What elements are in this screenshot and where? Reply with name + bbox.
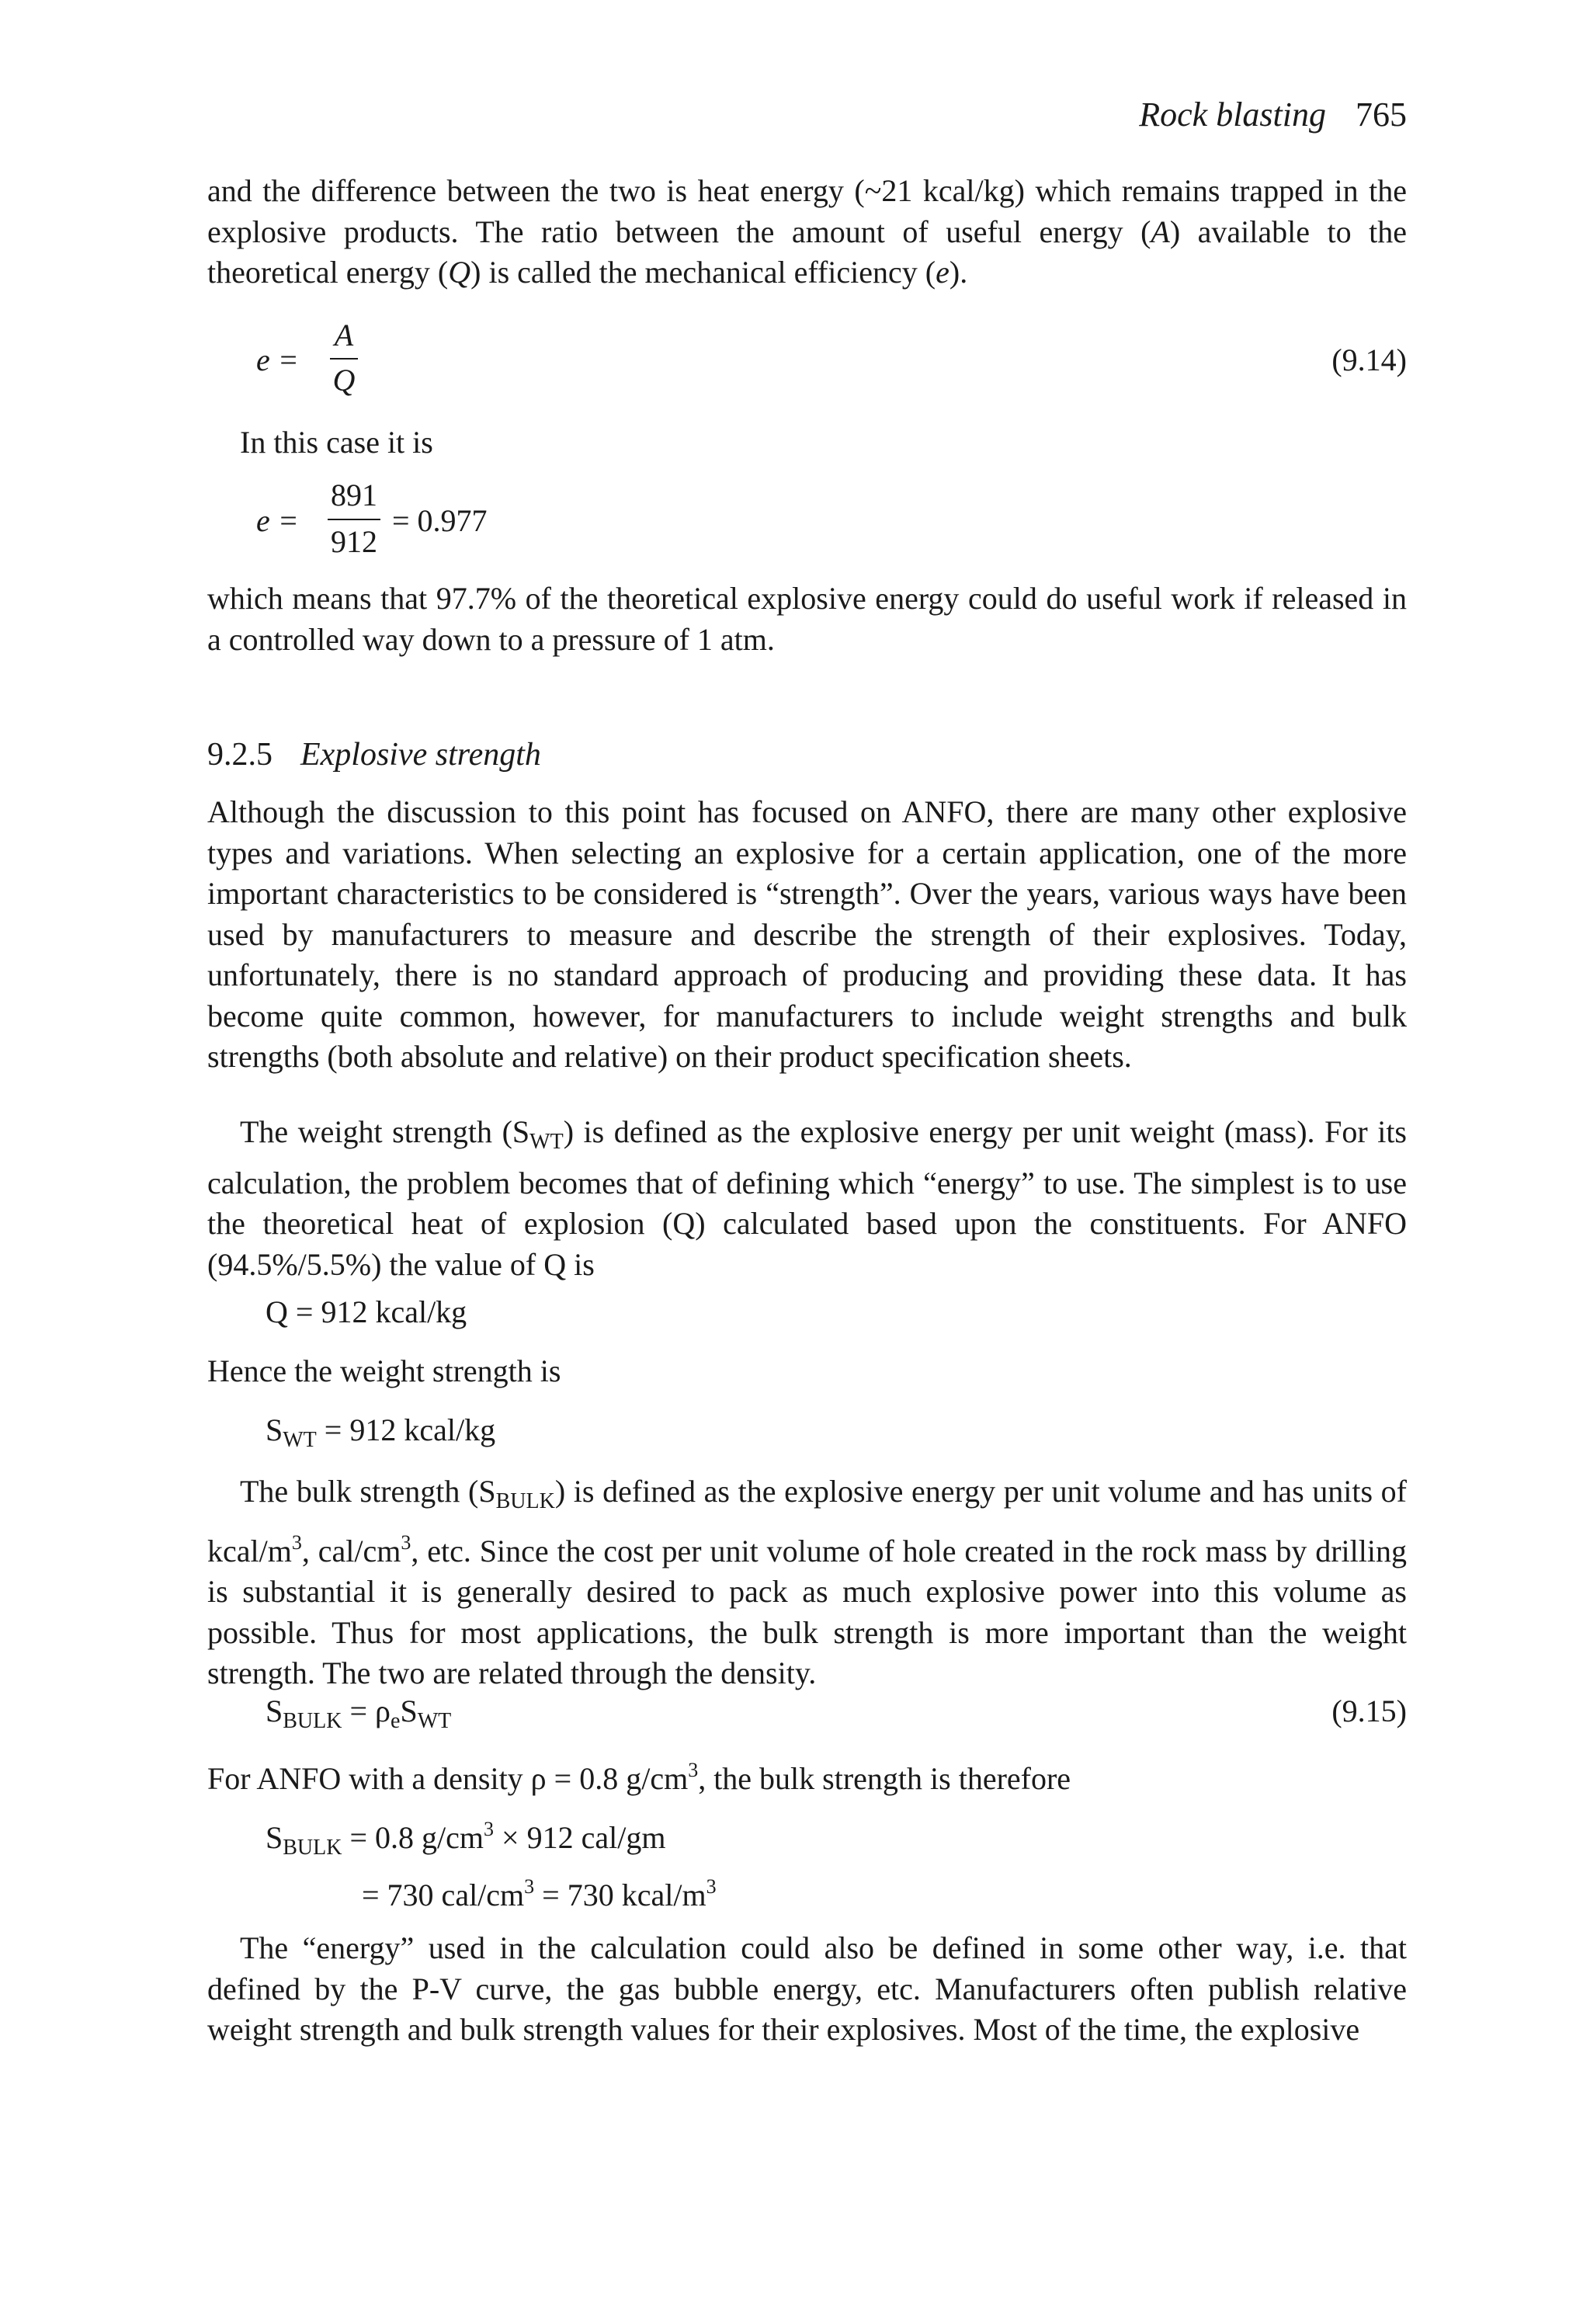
- eq-numerator: A: [334, 318, 354, 353]
- superscript: 3: [688, 1759, 699, 1781]
- text-run: ) is defined as the explosive energy per unit weight (mass). For its calculation, the problem becomes that of defining which “energy” to use. The simplest is to use the theoretical heat of explosion (Q) calculated based upon the constituents. For ANFO (94.5%/5.5%) the value of Q is: [207, 1114, 1408, 1282]
- eq-lhs: e =: [256, 503, 299, 538]
- text-run: , the bulk strength is therefore: [698, 1761, 1071, 1796]
- text-run: For ANFO with a density ρ = 0.8 g/cm: [207, 1761, 689, 1796]
- fraction-bar: [328, 519, 380, 520]
- superscript: 3: [291, 1530, 302, 1554]
- superscript: 3: [706, 1875, 717, 1898]
- eq-body: [266, 1691, 451, 1742]
- section-title: Explosive strength: [300, 737, 541, 773]
- equation-bulk-line1: [266, 1809, 665, 1868]
- running-title: Rock blasting: [1139, 96, 1326, 134]
- subscript: WT: [417, 1709, 452, 1733]
- variable-symbol: Q: [448, 255, 471, 290]
- text-run: , etc. Since the cost per unit volume of hole created in the rock mass by drilling is substantial it is generally desired to pack as much explosive power into this volume as possible. Thus for most applications, the bulk strength is more important than the weight strength. The two are related through the density.: [207, 1533, 1407, 1690]
- eq-lhs: e =: [256, 342, 299, 377]
- text-run: S: [400, 1693, 418, 1728]
- superscript: 3: [401, 1530, 411, 1554]
- text-run: = 730 cal/cm: [362, 1878, 525, 1912]
- variable-symbol: A: [1151, 214, 1170, 249]
- paragraph-energy-definition: The “energy” used in the calculation could also be defined in some other way, i.e. that defined by the P-V curve, the gas bubble energy, etc. Manufacturers often publish relative weight strength and bulk strength values for their explosives. Most of the time, the explosive: [207, 1930, 1407, 2047]
- text-run: S: [266, 1412, 283, 1447]
- equation-q: Q = 912 kcal/kg: [266, 1294, 467, 1329]
- text-run: S: [266, 1693, 283, 1728]
- paragraph-efficiency-meaning: which means that 97.7% of the theoretical explosive energy could do useful work if released in a controlled way down to a pressure of 1 atm.: [207, 581, 1407, 657]
- equation-number: (9.14): [1331, 342, 1407, 377]
- paragraph-weight-strength: [207, 1112, 1407, 1285]
- subscript: WT: [529, 1130, 564, 1154]
- eq-numerator: 891: [331, 478, 377, 512]
- text-run: S: [266, 1820, 283, 1855]
- text-run: = 730 kcal/m: [534, 1878, 706, 1912]
- for-anfo-text: [207, 1750, 1071, 1799]
- text-run: The weight strength (S: [240, 1114, 530, 1149]
- text-run: = ρ: [342, 1693, 391, 1728]
- text-run: = 912 kcal/kg: [316, 1412, 496, 1447]
- fraction-bar: [330, 358, 358, 360]
- subscript: e: [391, 1709, 401, 1733]
- in-this-case-text: In this case it is: [240, 425, 433, 460]
- text-run: The bulk strength (S: [240, 1474, 496, 1509]
- section-heading: [207, 733, 541, 776]
- text-run: = 0.8 g/cm: [342, 1820, 484, 1855]
- paragraph-bulk-strength: [207, 1471, 1407, 1694]
- section-number: 9.2.5: [207, 737, 273, 773]
- equation-swt: [266, 1410, 495, 1461]
- paragraph-strength-intro: Although the discussion to this point has focused on ANFO, there are many other explosive types and variations. When selecting an explosive for a certain application, one of the more important characteristics to be considered is “strength”. Over the years, various ways have been used by manufacturers to measure and describe the strength of their explosives. Today, unfortunately, there is no standard approach of producing and providing these data. It has become quite common, however, for manufacturers to include weight strengths and bulk strengths (both absolute and relative) on their product specification sheets.: [207, 794, 1407, 1074]
- eq-rhs: = 0.977: [392, 503, 488, 538]
- equation-number: (9.15): [1331, 1693, 1407, 1728]
- equation-bulk-line2: [362, 1867, 717, 1916]
- text-run: ) is defined as the explosive energy per unit volume and has units of kcal/m: [207, 1474, 1408, 1568]
- text-run: , cal/cm: [301, 1533, 401, 1568]
- eq-denominator: 912: [331, 524, 377, 559]
- variable-symbol: e: [936, 255, 949, 290]
- text-run: × 912 cal/gm: [494, 1820, 666, 1855]
- hence-text: Hence the weight strength is: [207, 1353, 561, 1388]
- subscript: BULK: [495, 1489, 555, 1513]
- running-header: [1139, 92, 1407, 138]
- page-number: 765: [1356, 96, 1407, 134]
- subscript: WT: [283, 1428, 317, 1452]
- paragraph-efficiency-intro: and the difference between the two is heat energy (~21 kcal/kg) which remains trapped in the explosive products. The ratio between the amount of useful energy (A) available to the theoretical energy (Q) is called the mechanical efficiency (e).: [207, 173, 1407, 290]
- superscript: 3: [524, 1875, 535, 1898]
- subscript: BULK: [283, 1709, 342, 1733]
- subscript: BULK: [283, 1836, 342, 1860]
- superscript: 3: [484, 1818, 495, 1840]
- eq-denominator: Q: [332, 363, 356, 398]
